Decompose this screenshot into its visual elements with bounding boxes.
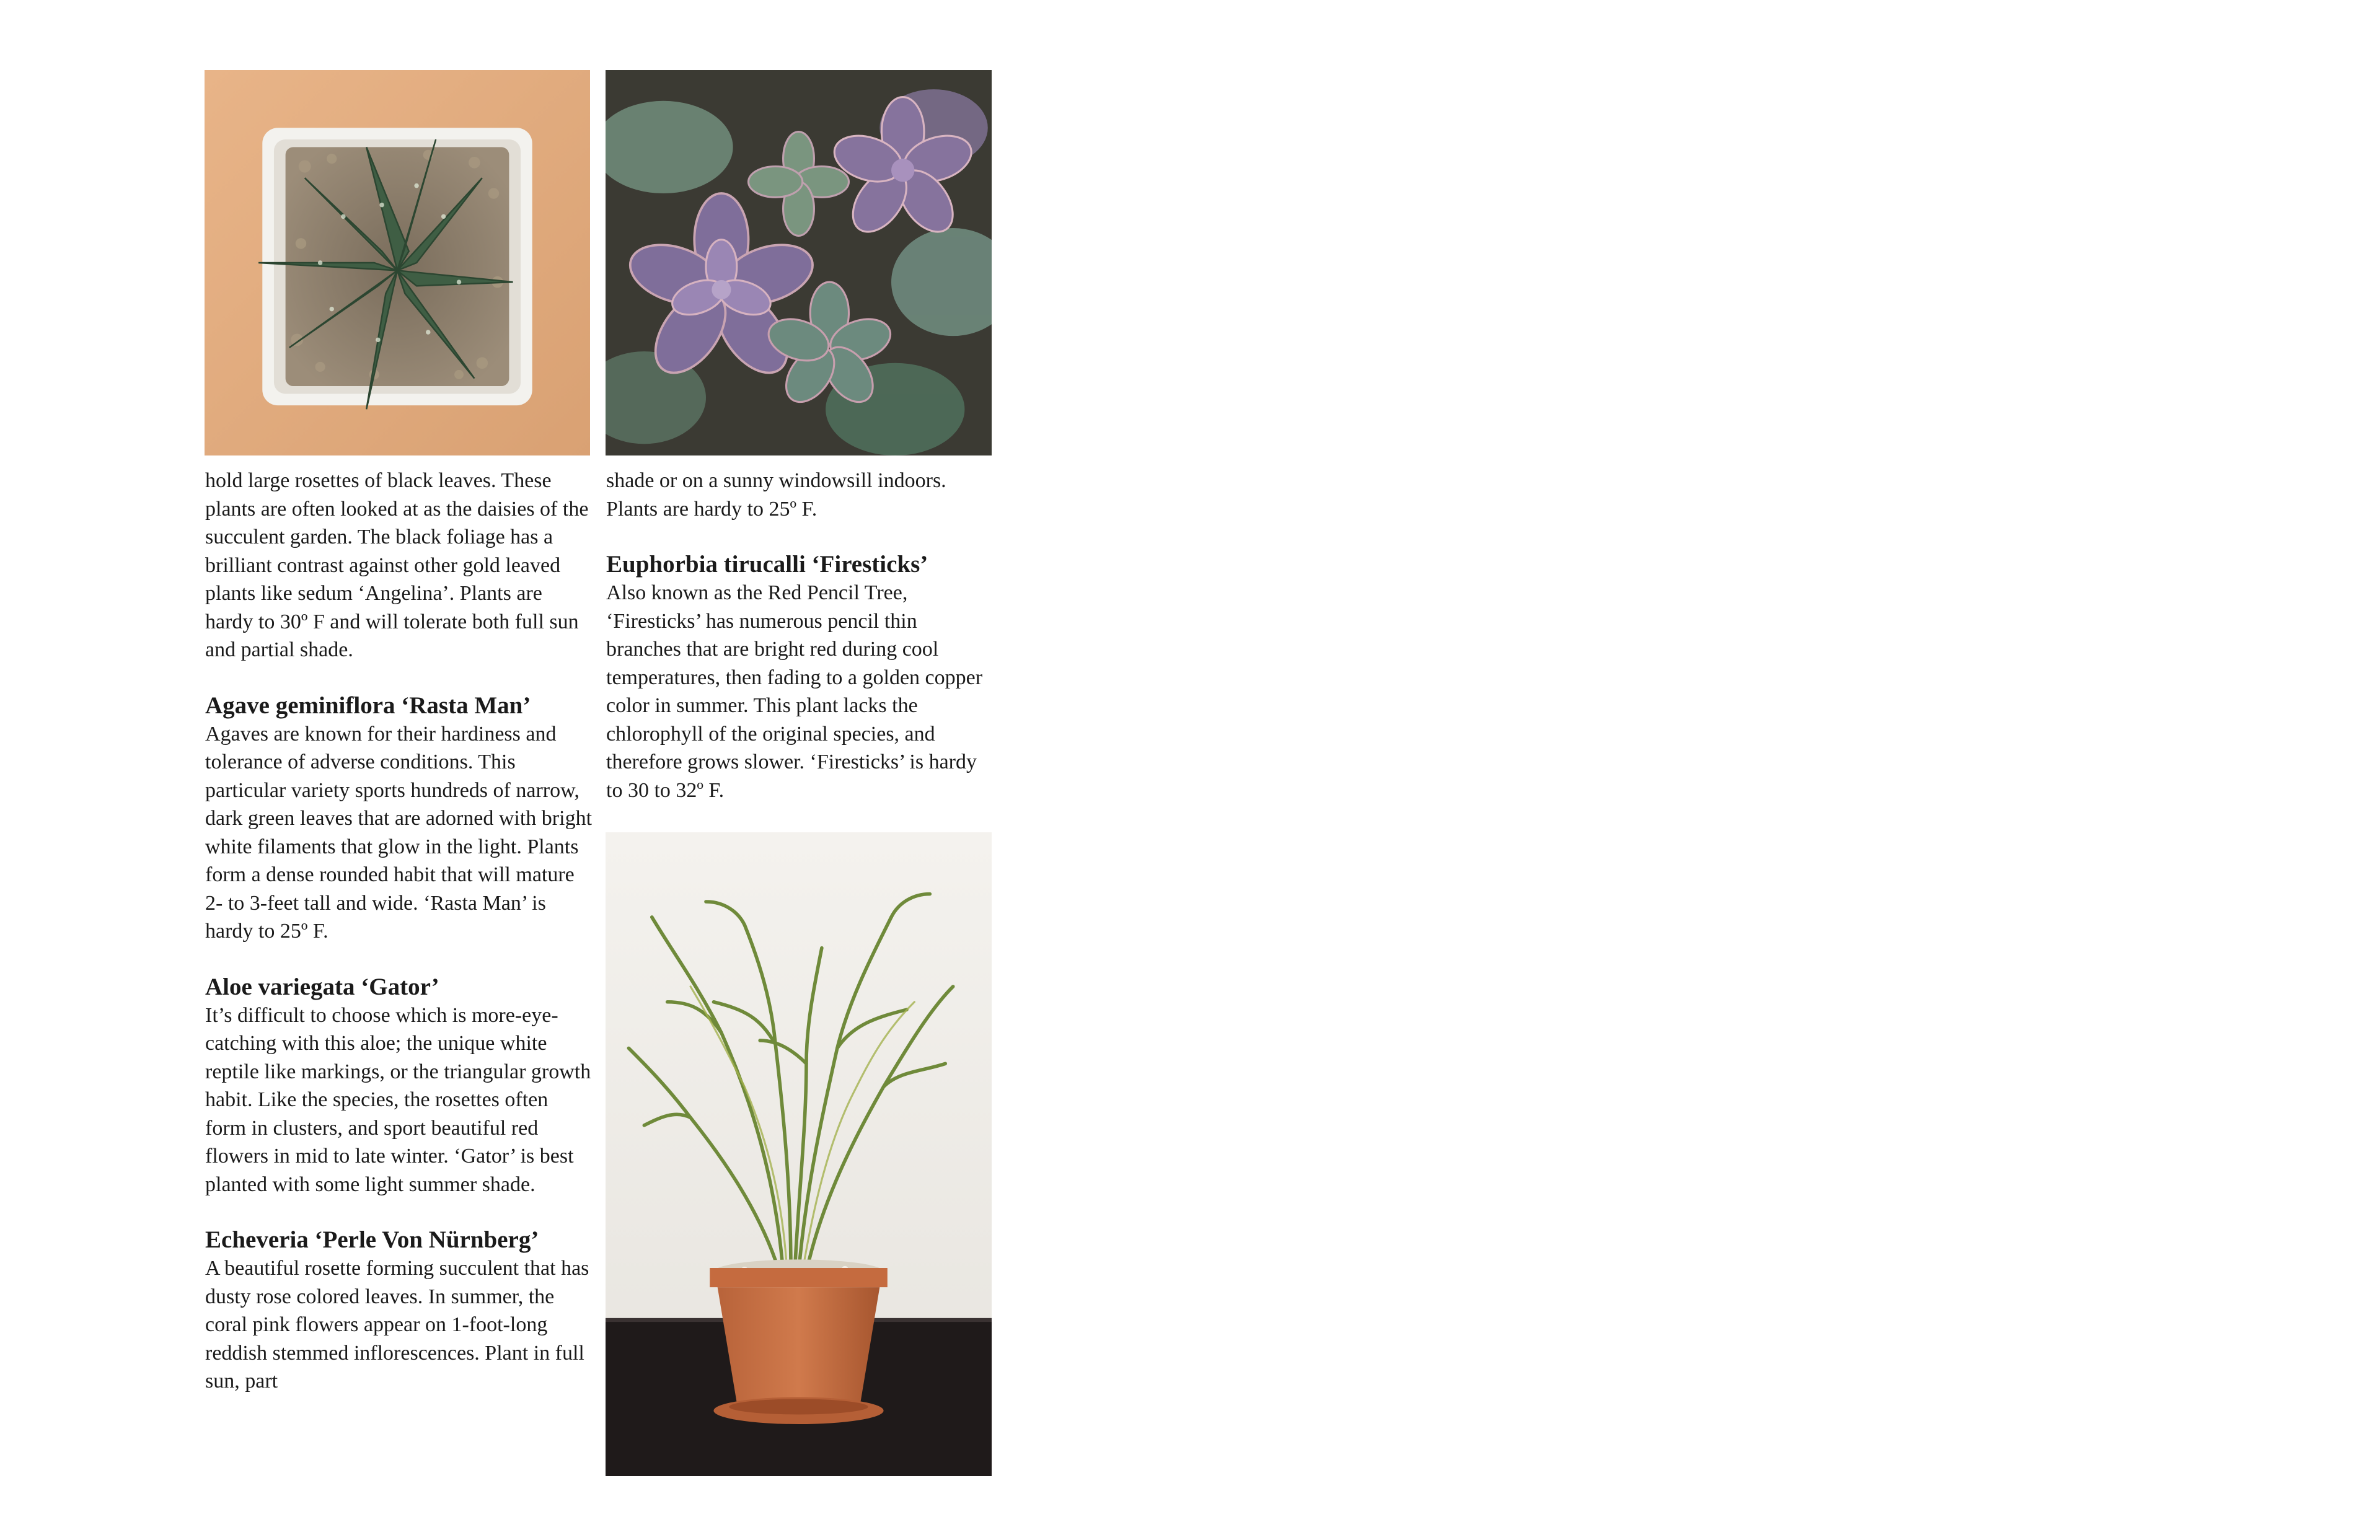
entry-heading: Agave geminiflora ‘Rasta Man’ [205,692,531,719]
photo-echeveria-rosettes [606,70,992,455]
entry-body: It’s difficult to choose which is more-eye-catching with this aloe; the unique white reptile like markings, or the triangular growth habit. Like the species, the rosettes often form in clusters, and sport beautiful red flowers in mid to late winter. ‘Gator’ is best planted with some light summer shade. [205,1003,591,1196]
continuation-paragraph [205,467,593,664]
entry-body: Agaves are known for their hardiness and tolerance of adverse conditions. This particular variety sports hundreds of narrow, dark green leaves that are adorned with bright white filaments that glow in the light. Plants form a dense rounded habit that will mature 2- to 3-feet tall and wide. ‘Rasta Man’ is hardy to 25º F. [205,722,593,943]
entry-euphorbia [606,550,994,804]
text-column-1 [205,467,593,1396]
text-column-2 [606,467,994,804]
continuation-paragraph [606,467,994,523]
body-text: shade or on a sunny windowsill indoors. Plants are hardy to 25º F. [606,469,946,521]
entry-agave [205,692,593,946]
entry-aloe [205,973,593,1199]
entry-heading: Euphorbia tirucalli ‘Firesticks’ [606,551,928,578]
right-page [1190,0,2380,1540]
entry-body: A beautiful rosette forming succulent that has dusty rose colored leaves. In summer, the coral pink flowers appear on 1-foot-long reddish stemmed inflorescences. Plant in full sun, part [205,1257,589,1393]
body-text: hold large rosettes of black leaves. These plants are often looked at as the daisies of the succulent garden. The black foliage has a brilliant contrast against other gold leaved plants like sedum ‘Angelina’. Plants are hardy to 30º F and will tolerate both full sun and partial shade. [205,469,589,661]
entry-echeveria [205,1226,593,1396]
entry-body: Also known as the Red Pencil Tree, ‘Firesticks’ has numerous pencil thin branches that are bright red during cool temperatures, then fading to a golden copper color in summer. This plant lacks the chlorophyll of the original species, and therefore grows slower. ‘Firesticks’ is hardy to 30 to 32º F. [606,581,983,802]
entry-heading: Echeveria ‘Perle Von Nürnberg’ [205,1226,539,1253]
photo-firesticks-terracotta-pot [606,832,992,1476]
photo-aloe-square-pot [205,70,590,455]
entry-heading: Aloe variegata ‘Gator’ [205,973,439,1000]
